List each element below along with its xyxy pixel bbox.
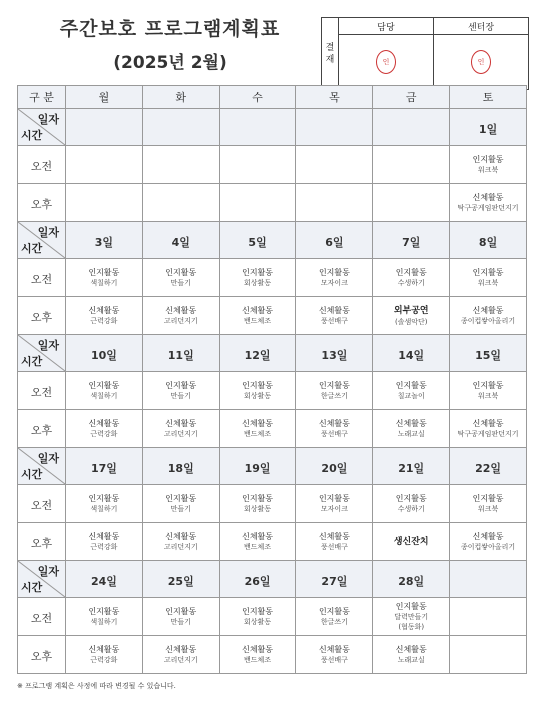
activity-cell xyxy=(66,636,143,674)
activity-type: 인지활동 xyxy=(165,494,197,503)
date-label: 12일 xyxy=(244,348,271,362)
date-label: 28일 xyxy=(398,574,425,588)
date-time-diagonal-cell xyxy=(18,561,66,598)
date-cell xyxy=(296,222,373,259)
activity-detail: 만들기 xyxy=(170,505,191,513)
activity-detail: 색칠하기 xyxy=(90,279,118,287)
activity-type: 인지활동 xyxy=(318,494,350,503)
day-header: 수 xyxy=(219,86,296,109)
date-label: 21일 xyxy=(398,461,425,475)
activity-type: 생신잔치 xyxy=(393,536,429,547)
activity-detail: 회상활동 xyxy=(244,392,272,400)
date-cell xyxy=(142,448,219,485)
date-cell xyxy=(66,561,143,598)
activity-type: 인지활동 xyxy=(318,381,350,390)
page-subtitle: (2025년 2월) xyxy=(113,53,227,73)
date-label: 6일 xyxy=(325,235,344,249)
approval-side-label: 결재 xyxy=(322,18,339,90)
date-cell xyxy=(373,222,450,259)
activity-cell xyxy=(296,636,373,674)
activity-cell xyxy=(296,598,373,636)
date-label: 25일 xyxy=(167,574,194,588)
slot-label: 오후 xyxy=(30,311,53,324)
activity-cell xyxy=(373,297,450,335)
activity-cell xyxy=(66,184,143,222)
activity-type: 신체활동 xyxy=(472,419,504,428)
activity-cell xyxy=(450,297,527,335)
activity-cell xyxy=(219,523,296,561)
date-cell xyxy=(142,335,219,372)
date-label: 7일 xyxy=(402,235,421,249)
activity-type: 인지활동 xyxy=(165,381,197,390)
activity-cell xyxy=(219,598,296,636)
slot-row-pm xyxy=(18,184,527,222)
date-cell xyxy=(219,561,296,598)
week-date-row xyxy=(18,561,527,598)
activity-cell xyxy=(142,523,219,561)
diag-label-date: 일자 xyxy=(37,452,59,465)
activity-type: 신체활동 xyxy=(165,419,197,428)
activity-cell xyxy=(142,146,219,184)
slot-label-cell xyxy=(18,297,66,335)
date-label: 3일 xyxy=(94,235,114,249)
day-header: 월 xyxy=(66,86,143,109)
activity-type: 인지활동 xyxy=(88,607,120,616)
activity-detail: 달력만들기 xyxy=(394,613,429,621)
activity-cell xyxy=(142,636,219,674)
slot-row-am xyxy=(18,259,527,297)
date-cell xyxy=(66,335,143,372)
date-label: 17일 xyxy=(90,461,117,475)
activity-cell xyxy=(450,259,527,297)
activity-detail: 회상활동 xyxy=(244,618,272,626)
activity-cell xyxy=(142,598,219,636)
slot-label: 오전 xyxy=(30,612,53,625)
slot-label-cell xyxy=(18,410,66,448)
activity-type: 신체활동 xyxy=(242,306,274,315)
activity-detail: 근력강화 xyxy=(90,430,118,438)
activity-cell xyxy=(373,485,450,523)
activity-type: 인지활동 xyxy=(165,268,197,277)
date-label: 5일 xyxy=(248,235,267,249)
date-label: 1일 xyxy=(478,122,498,136)
activity-cell xyxy=(142,259,219,297)
activity-type: 인지활동 xyxy=(395,381,427,390)
date-time-diagonal-cell xyxy=(18,222,66,259)
footnote: ※ 프로그램 계획은 사정에 따라 변경될 수 있습니다. xyxy=(17,682,176,690)
activity-cell xyxy=(373,410,450,448)
schedule-table xyxy=(17,85,527,674)
date-cell xyxy=(219,335,296,372)
activity-type: 외부공연 xyxy=(393,305,429,316)
activity-type: 신체활동 xyxy=(88,306,120,315)
week-date-row xyxy=(18,335,527,372)
activity-type: 신체활동 xyxy=(165,532,197,541)
approval-col-director: 센터장 xyxy=(434,18,529,35)
corner-header: 구 분 xyxy=(18,86,66,109)
activity-type: 인지활동 xyxy=(395,494,427,503)
activity-cell xyxy=(450,523,527,561)
slot-row-am xyxy=(18,146,527,184)
day-header: 토 xyxy=(450,86,527,109)
date-label: 13일 xyxy=(321,348,348,362)
activity-detail: 한글쓰기 xyxy=(320,618,348,626)
activity-cell xyxy=(450,485,527,523)
activity-cell xyxy=(66,485,143,523)
activity-detail: 만들기 xyxy=(170,392,191,400)
date-label: 22일 xyxy=(475,461,502,475)
date-cell xyxy=(219,109,296,146)
slot-label-cell xyxy=(18,146,66,184)
date-label: 11일 xyxy=(167,348,194,362)
date-label: 15일 xyxy=(475,348,502,362)
activity-detail: 풍선배구 xyxy=(320,430,348,438)
slot-label-cell xyxy=(18,372,66,410)
date-cell xyxy=(450,335,527,372)
date-time-diagonal-cell xyxy=(18,109,66,146)
activity-cell xyxy=(296,485,373,523)
activity-type: 인지활동 xyxy=(395,602,427,611)
activity-detail: 한글쓰기 xyxy=(320,392,348,400)
activity-type: 신체활동 xyxy=(318,306,350,315)
activity-cell xyxy=(373,598,450,636)
activity-type: 인지활동 xyxy=(165,607,197,616)
activity-cell xyxy=(296,184,373,222)
activity-detail: 근력강화 xyxy=(90,317,118,325)
diag-label-date: 일자 xyxy=(37,339,59,352)
seal-stamp-icon: 인 xyxy=(471,50,491,74)
slot-label: 오전 xyxy=(30,273,53,286)
activity-detail: 근력강화 xyxy=(90,543,118,551)
approval-sign-staff xyxy=(339,35,434,90)
slot-row-pm xyxy=(18,523,527,561)
date-cell xyxy=(296,561,373,598)
activity-cell xyxy=(66,523,143,561)
diag-label-date: 일자 xyxy=(37,113,59,126)
activity-detail: 회상활동 xyxy=(244,505,272,513)
diag-label-time: 시간 xyxy=(21,129,43,142)
activity-detail: 워크북 xyxy=(477,505,499,513)
slot-row-pm xyxy=(18,636,527,674)
activity-type: 신체활동 xyxy=(88,645,120,654)
date-label: 4일 xyxy=(171,235,190,249)
activity-detail: 종이컵쌓아올리기 xyxy=(461,543,516,551)
activity-type: 신체활동 xyxy=(242,532,274,541)
slot-label: 오후 xyxy=(30,424,53,437)
activity-cell xyxy=(66,146,143,184)
activity-detail: 워크북 xyxy=(477,279,499,287)
date-time-diagonal-cell xyxy=(18,335,66,372)
date-time-diagonal-cell xyxy=(18,448,66,485)
activity-type: 인지활동 xyxy=(242,268,274,277)
date-cell xyxy=(373,448,450,485)
activity-type: 신체활동 xyxy=(242,645,274,654)
activity-cell xyxy=(296,410,373,448)
activity-cell xyxy=(219,372,296,410)
activity-cell xyxy=(66,372,143,410)
slot-label: 오전 xyxy=(30,499,53,512)
activity-cell xyxy=(142,410,219,448)
activity-type: 신체활동 xyxy=(242,419,274,428)
date-cell xyxy=(373,335,450,372)
date-cell xyxy=(450,561,527,598)
activity-type: 인지활동 xyxy=(318,607,350,616)
approval-col-staff: 담당 xyxy=(339,18,434,35)
activity-detail: 워크북 xyxy=(477,392,499,400)
date-label: 24일 xyxy=(90,574,117,588)
date-cell xyxy=(66,109,143,146)
activity-detail: 색칠하기 xyxy=(90,618,118,626)
date-label: 10일 xyxy=(90,348,117,362)
activity-type: 신체활동 xyxy=(472,532,504,541)
activity-detail: 근력강화 xyxy=(90,656,118,664)
activity-type: 인지활동 xyxy=(472,155,504,164)
activity-detail: 노래교실 xyxy=(397,656,425,664)
activity-detail: 칠교놀이 xyxy=(397,392,425,400)
activity-detail: 탁구공게임판던지기 xyxy=(457,204,519,212)
activity-type: 신체활동 xyxy=(318,419,350,428)
diag-label-time: 시간 xyxy=(21,468,43,481)
activity-cell xyxy=(373,146,450,184)
activity-detail: (솔샘악단) xyxy=(394,317,428,326)
date-cell xyxy=(142,109,219,146)
week-date-row xyxy=(18,448,527,485)
seal-stamp-icon: 인 xyxy=(376,50,396,74)
activity-type: 신체활동 xyxy=(395,645,427,654)
activity-detail: 밴드체조 xyxy=(244,317,272,325)
slot-row-am xyxy=(18,372,527,410)
date-cell xyxy=(219,222,296,259)
activity-type: 신체활동 xyxy=(88,532,120,541)
activity-cell xyxy=(219,297,296,335)
activity-type: 신체활동 xyxy=(472,193,504,202)
activity-cell xyxy=(66,259,143,297)
date-label: 27일 xyxy=(321,574,348,588)
activity-detail: 종이컵쌓아올리기 xyxy=(461,317,516,325)
diag-label-date: 일자 xyxy=(37,565,59,578)
activity-detail: 밴드체조 xyxy=(244,656,272,664)
activity-detail: 회상활동 xyxy=(244,279,272,287)
activity-detail: 노래교실 xyxy=(397,430,425,438)
date-cell xyxy=(450,109,527,146)
diag-label-time: 시간 xyxy=(21,355,43,368)
activity-cell xyxy=(219,184,296,222)
activity-cell xyxy=(373,636,450,674)
activity-type: 인지활동 xyxy=(242,607,274,616)
slot-label: 오후 xyxy=(30,198,53,211)
activity-detail: 모자이크 xyxy=(320,505,348,513)
activity-cell xyxy=(142,297,219,335)
activity-type: 인지활동 xyxy=(88,268,120,277)
activity-cell xyxy=(66,297,143,335)
activity-detail: 풍선배구 xyxy=(320,317,348,325)
date-cell xyxy=(296,109,373,146)
slot-label-cell xyxy=(18,523,66,561)
activity-cell xyxy=(296,146,373,184)
activity-type: 인지활동 xyxy=(88,494,120,503)
activity-type: 신체활동 xyxy=(318,645,350,654)
date-label: 26일 xyxy=(244,574,271,588)
activity-cell xyxy=(142,372,219,410)
activity-detail: 밴드체조 xyxy=(244,543,272,551)
activity-cell xyxy=(142,184,219,222)
activity-type: 인지활동 xyxy=(472,381,504,390)
header-row xyxy=(18,86,527,109)
approval-sign-director xyxy=(434,35,529,90)
day-header: 목 xyxy=(296,86,373,109)
activity-cell xyxy=(296,259,373,297)
activity-cell xyxy=(450,410,527,448)
activity-cell xyxy=(373,523,450,561)
slot-label-cell xyxy=(18,636,66,674)
activity-cell xyxy=(373,259,450,297)
activity-type: 인지활동 xyxy=(395,268,427,277)
slot-label: 오전 xyxy=(30,160,53,173)
activity-cell xyxy=(296,523,373,561)
date-cell xyxy=(219,448,296,485)
slot-row-am xyxy=(18,598,527,636)
slot-row-pm xyxy=(18,410,527,448)
date-cell xyxy=(66,448,143,485)
slot-row-pm xyxy=(18,297,527,335)
activity-detail: 워크북 xyxy=(477,166,499,174)
activity-cell xyxy=(219,259,296,297)
date-cell xyxy=(450,222,527,259)
activity-cell xyxy=(450,636,527,674)
activity-detail: (협동화) xyxy=(398,623,425,631)
week-date-row xyxy=(18,109,527,146)
activity-cell xyxy=(142,485,219,523)
date-label: 20일 xyxy=(321,461,348,475)
day-header: 금 xyxy=(373,86,450,109)
week-date-row xyxy=(18,222,527,259)
activity-type: 신체활동 xyxy=(165,306,197,315)
date-cell xyxy=(142,561,219,598)
date-cell xyxy=(373,109,450,146)
activity-type: 신체활동 xyxy=(318,532,350,541)
activity-type: 인지활동 xyxy=(318,268,350,277)
activity-detail: 만들기 xyxy=(170,618,191,626)
activity-cell xyxy=(66,598,143,636)
activity-detail: 밴드체조 xyxy=(244,430,272,438)
activity-type: 인지활동 xyxy=(242,381,274,390)
date-cell xyxy=(142,222,219,259)
date-label: 8일 xyxy=(478,235,498,249)
activity-detail: 색칠하기 xyxy=(90,505,118,513)
date-cell xyxy=(450,448,527,485)
slot-label-cell xyxy=(18,184,66,222)
activity-detail: 고리던지기 xyxy=(163,317,198,325)
diag-label-time: 시간 xyxy=(21,581,43,594)
slot-row-am xyxy=(18,485,527,523)
activity-type: 인지활동 xyxy=(472,268,504,277)
activity-detail: 풍선배구 xyxy=(320,656,348,664)
slot-label-cell xyxy=(18,598,66,636)
activity-cell xyxy=(219,636,296,674)
activity-detail: 수생하기 xyxy=(397,279,425,287)
activity-cell xyxy=(219,410,296,448)
activity-cell xyxy=(373,184,450,222)
slot-label-cell xyxy=(18,259,66,297)
date-cell xyxy=(373,561,450,598)
activity-detail: 풍선배구 xyxy=(320,543,348,551)
activity-cell xyxy=(66,410,143,448)
activity-cell xyxy=(296,297,373,335)
date-cell xyxy=(296,335,373,372)
activity-detail: 만들기 xyxy=(170,279,191,287)
activity-type: 인지활동 xyxy=(88,381,120,390)
slot-label: 오후 xyxy=(30,650,53,663)
activity-detail: 고리던지기 xyxy=(163,656,198,664)
slot-label: 오후 xyxy=(30,537,53,550)
activity-type: 신체활동 xyxy=(88,419,120,428)
activity-cell xyxy=(296,372,373,410)
activity-detail: 색칠하기 xyxy=(90,392,118,400)
activity-type: 인지활동 xyxy=(472,494,504,503)
activity-cell xyxy=(373,372,450,410)
date-cell xyxy=(66,222,143,259)
activity-type: 신체활동 xyxy=(472,306,504,315)
approval-box xyxy=(321,17,529,90)
activity-cell xyxy=(219,146,296,184)
diag-label-date: 일자 xyxy=(37,226,59,239)
slot-label: 오전 xyxy=(30,386,53,399)
page-title: 주간보호 프로그램계획표 xyxy=(59,18,281,40)
activity-detail: 모자이크 xyxy=(320,279,348,287)
date-label: 18일 xyxy=(167,461,194,475)
activity-detail: 탁구공게임판던지기 xyxy=(457,430,519,438)
activity-type: 인지활동 xyxy=(242,494,274,503)
date-label: 14일 xyxy=(398,348,425,362)
activity-detail: 수생하기 xyxy=(397,505,425,513)
activity-type: 신체활동 xyxy=(165,645,197,654)
activity-detail: 고리던지기 xyxy=(163,543,198,551)
activity-cell xyxy=(450,372,527,410)
activity-cell xyxy=(450,184,527,222)
activity-type: 신체활동 xyxy=(395,419,427,428)
activity-cell xyxy=(450,598,527,636)
day-header: 화 xyxy=(142,86,219,109)
activity-cell xyxy=(450,146,527,184)
activity-detail: 고리던지기 xyxy=(163,430,198,438)
slot-label-cell xyxy=(18,485,66,523)
date-label: 19일 xyxy=(244,461,271,475)
date-cell xyxy=(296,448,373,485)
activity-cell xyxy=(219,485,296,523)
diag-label-time: 시간 xyxy=(21,242,43,255)
